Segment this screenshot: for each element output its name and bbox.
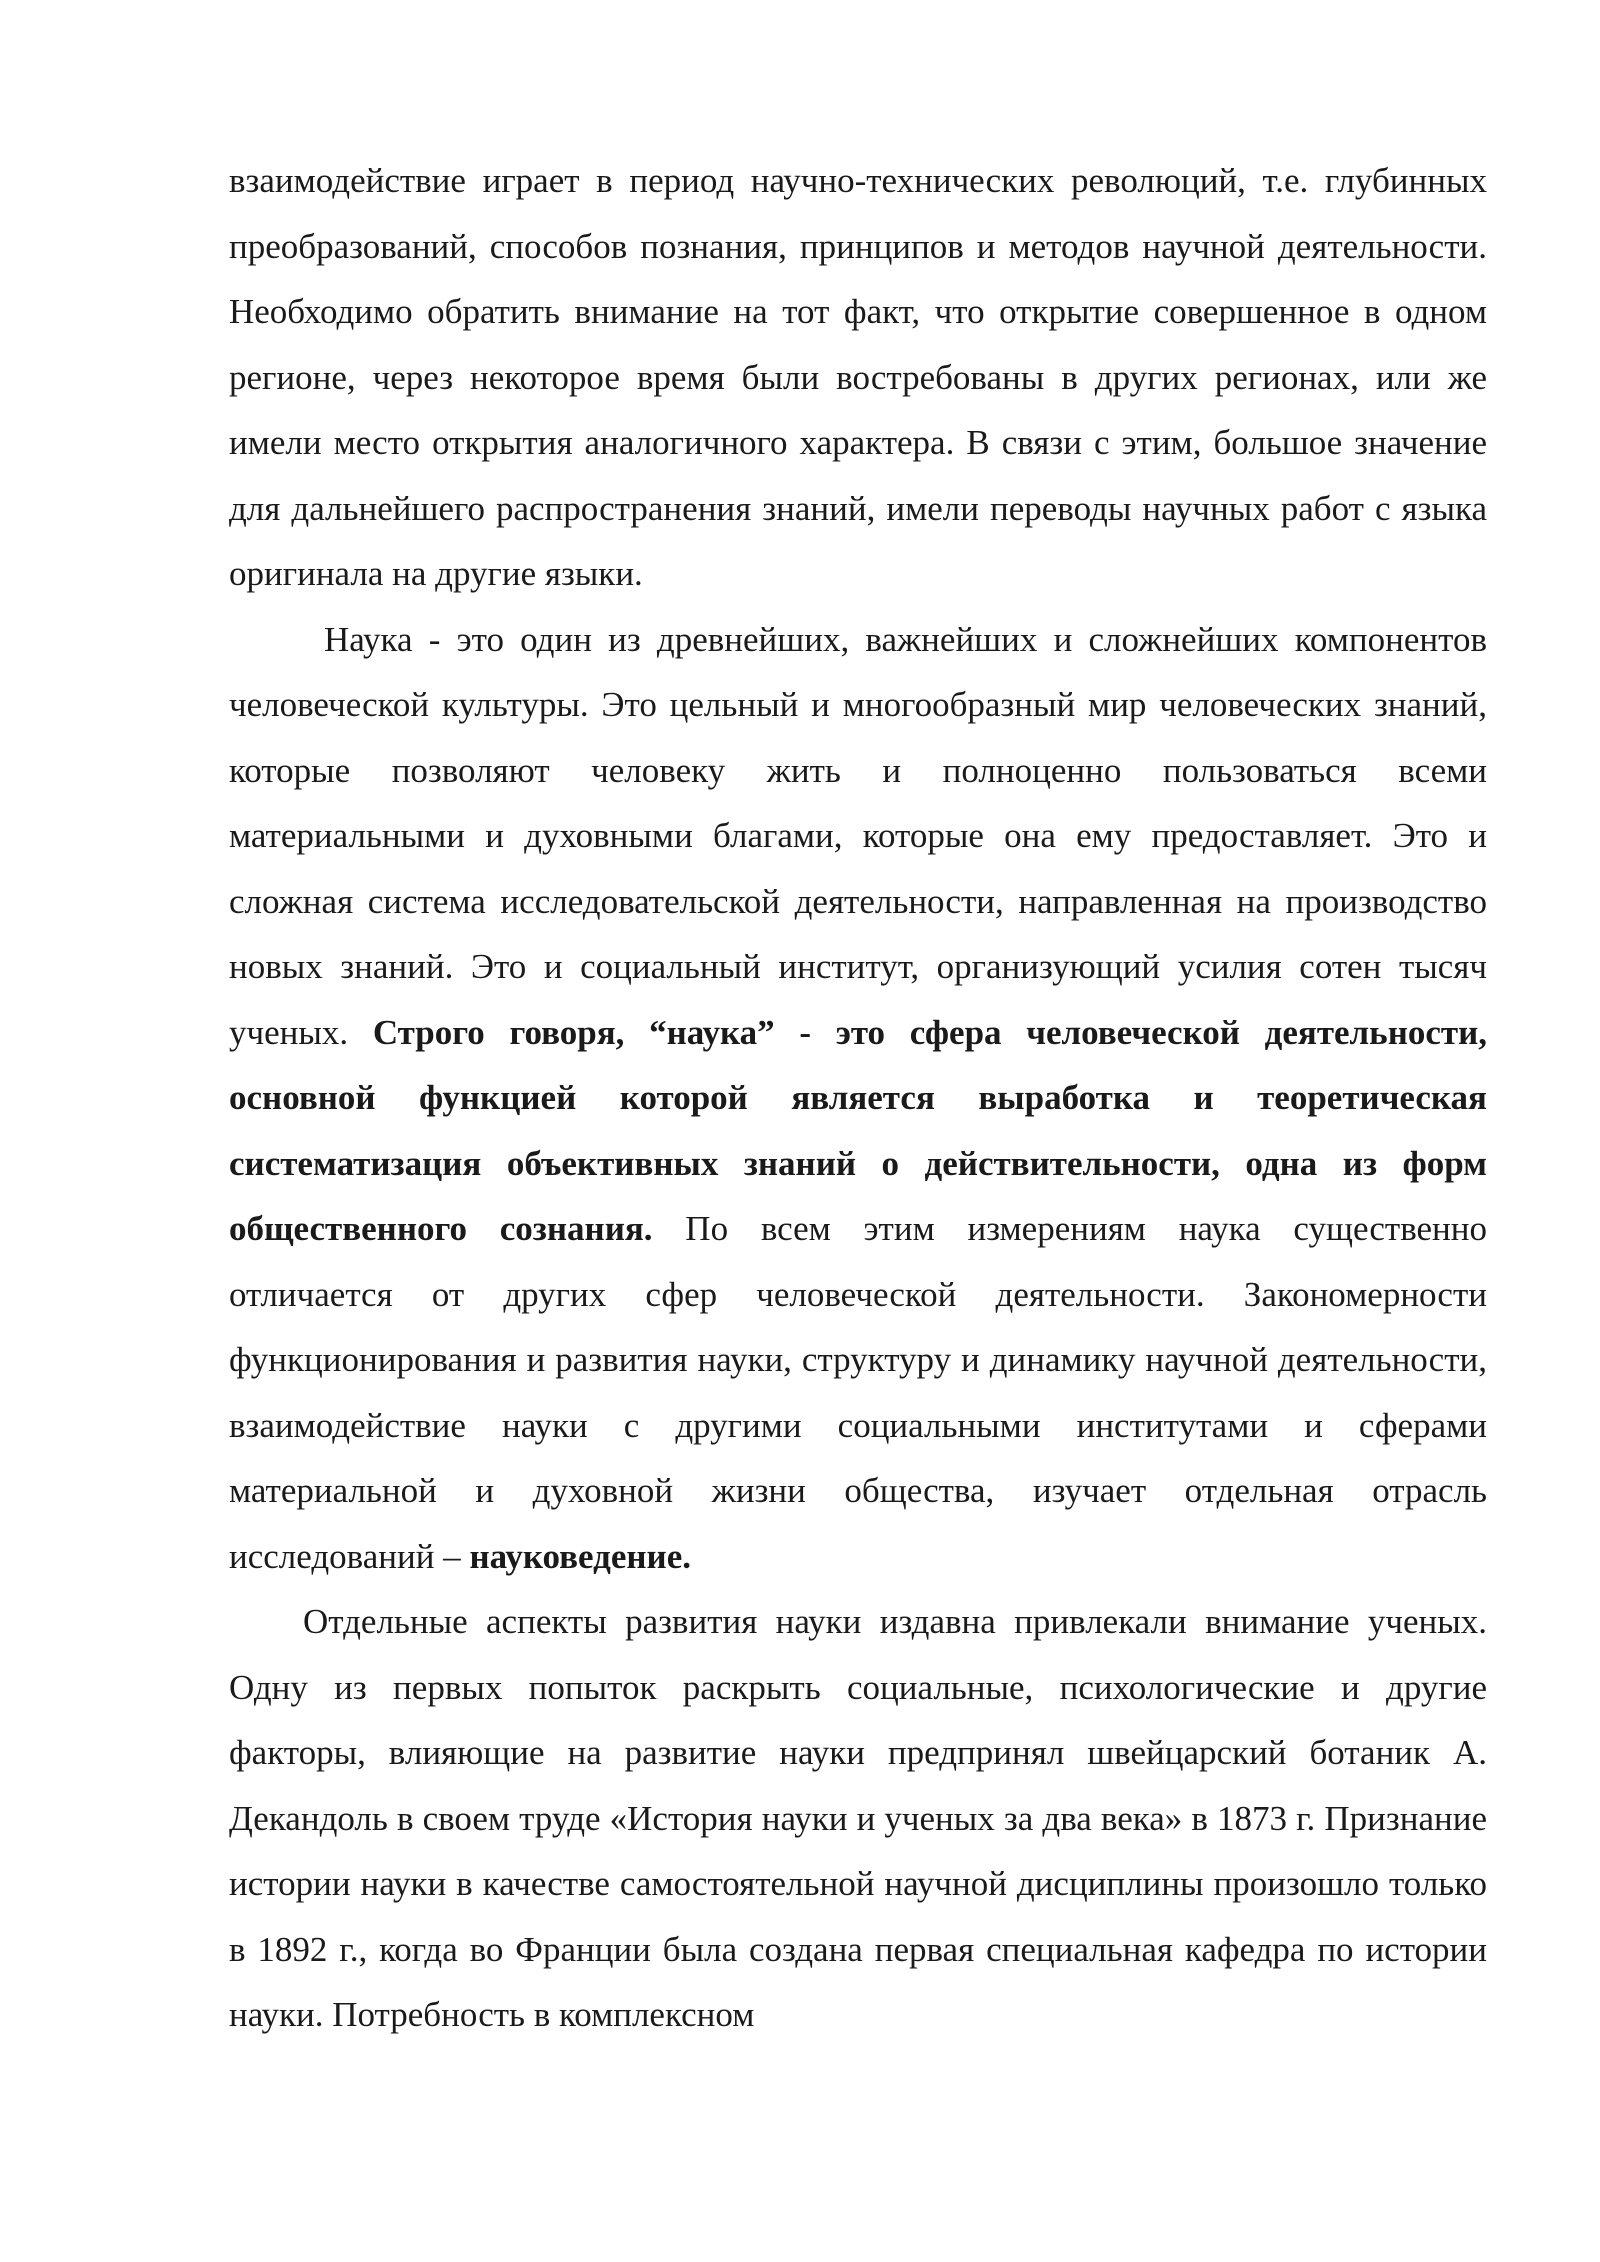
paragraph-2 (229, 607, 1487, 1590)
text-segment: По всем этим измерениям наука существенно отличается от других сфер человеческой деятельности. Закономерности функционирования и развития науки, структуру и динамику научной деятельности, взаимодействие науки с другими социальными институтами и сферами материальной и духовной жизни общества, изучает отдельная отрасль исследований – (229, 1209, 1488, 1576)
text-segment: взаимодействие играет в период научно-технических революций, т.е. глубинных преобразований, способов познания, принципов и методов научной деятельности. Необходимо обратить внимание на тот факт, что открытие совершенное в одном регионе, через некоторое время были востребованы в других регионах, или же имели место открытия аналогичного характера. В связи с этим, большое значение для дальнейшего распространения знаний, имели переводы научных работ с языка оригинала на другие языки. (229, 161, 1487, 593)
body-text (229, 148, 1487, 2048)
bold-term: науковедение. (469, 1536, 691, 1576)
text-segment: Наука - это один из древнейших, важнейших и сложнейших компонентов человеческой культуры. Это цельный и многообразный мир человеческих знаний, которые позволяют человеку жить и полноценно пользоваться всеми материальными и духовными благами, которые она ему предоставляет. Это и сложная система исследовательской деятельности, направленная на производство новых знаний. Это и социальный институт, организующий усилия сотен тысяч ученых. (229, 619, 1487, 1052)
paragraph-1 (229, 148, 1487, 607)
text-segment: Отдельные аспекты развития науки издавна привлекали внимание ученых. Одну из первых попыток раскрыть социальные, психологические и другие факторы, влияющие на развитие науки предпринял швейцарский ботаник А. Декандоль в своем труде «История науки и ученых за два века» в 1873 г. Признание истории науки в качестве самостоятельной научной дисциплины произошло только в 1892 г., когда во Франции была создана первая специальная кафедра по истории науки. Потребность в комплексном (229, 1602, 1487, 2034)
paragraph-3 (229, 1589, 1487, 2048)
bold-definition: Строго говоря, “наука” - это сфера человеческой деятельности, основной функцией которой является выработка и теоретическая систематизация объективных знаний о действительности, одна из форм общественного сознания. (229, 1012, 1487, 1248)
